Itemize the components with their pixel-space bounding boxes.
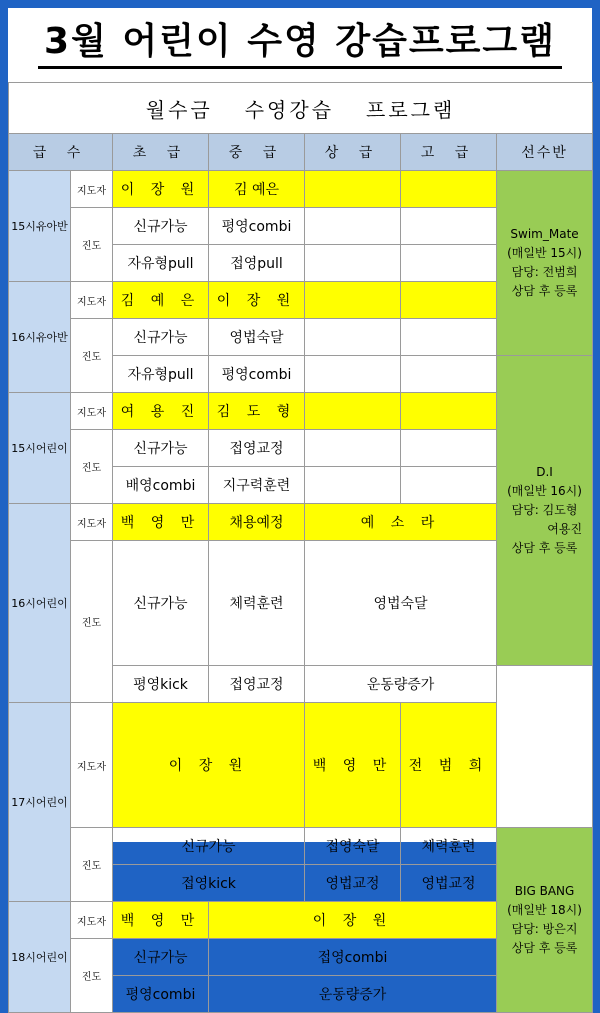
group-label: 16시어린이: [9, 504, 71, 703]
progress-cell: 운동량증가: [305, 666, 497, 703]
header-expert: 고 급: [401, 134, 497, 171]
progress-cell: 배영combi: [113, 467, 209, 504]
progress-label: 진도: [71, 541, 113, 703]
instructor-cell: 김 예은: [209, 171, 305, 208]
group-label: 18시어린이: [9, 902, 71, 1013]
progress-cell: [401, 467, 497, 504]
progress-cell: [401, 208, 497, 245]
progress-cell: [305, 245, 401, 282]
instructor-cell: 백 영 만: [305, 703, 401, 828]
instructor-label: 지도자: [71, 282, 113, 319]
progress-cell: 신규가능: [113, 208, 209, 245]
instructor-label: 지도자: [71, 393, 113, 430]
progress-cell: [401, 245, 497, 282]
instructor-cell: 여 용 진: [113, 393, 209, 430]
instructor-cell: 김 예 은: [113, 282, 209, 319]
progress-cell: 접영교정: [209, 666, 305, 703]
progress-cell: 신규가능: [113, 430, 209, 467]
progress-cell: 평영kick: [113, 666, 209, 703]
athlete-block: D.I (매일반 16시) 담당: 김도형 여용진 상담 후 등록: [497, 356, 593, 666]
header-grade: 급 수: [9, 134, 113, 171]
progress-cell: 신규가능: [113, 541, 209, 666]
progress-cell: 신규가능: [113, 939, 209, 976]
instructor-label: 지도자: [71, 703, 113, 828]
progress-cell: [401, 430, 497, 467]
instructor-cell: 김 도 형: [209, 393, 305, 430]
progress-cell: 접영숙달: [305, 828, 401, 865]
progress-label: 진도: [71, 828, 113, 902]
group-label: 16시유아반: [9, 282, 71, 393]
progress-cell: 지구력훈련: [209, 467, 305, 504]
progress-label: 진도: [71, 208, 113, 282]
instructor-cell: 백 영 만: [113, 902, 209, 939]
instructor-label: 지도자: [71, 504, 113, 541]
progress-cell: 체력훈련: [401, 828, 497, 865]
header-athlete: 선수반: [497, 134, 593, 171]
progress-cell: 자유형pull: [113, 245, 209, 282]
header-intermediate: 중 급: [209, 134, 305, 171]
group-label: 15시유아반: [9, 171, 71, 282]
instructor-cell: [305, 393, 401, 430]
group-label: 17시어린이: [9, 703, 71, 902]
instructor-cell: 이 장 원: [209, 902, 497, 939]
instructor-cell: 이 장 원: [113, 703, 305, 828]
progress-cell: [305, 356, 401, 393]
instructor-cell: [401, 393, 497, 430]
progress-cell: 접영pull: [209, 245, 305, 282]
progress-cell: 신규가능: [113, 319, 209, 356]
instructor-cell: 이 장 원: [113, 171, 209, 208]
progress-cell: [305, 430, 401, 467]
athlete-block: Swim_Mate (매일반 15시) 담당: 전범희 상담 후 등록: [497, 171, 593, 356]
group-label: 15시어린이: [9, 393, 71, 504]
progress-cell: 접영combi: [209, 939, 497, 976]
progress-cell: [401, 356, 497, 393]
progress-cell: [305, 208, 401, 245]
instructor-cell: [305, 282, 401, 319]
progress-label: 진도: [71, 319, 113, 393]
progress-cell: [305, 319, 401, 356]
progress-cell: 체력훈련: [209, 541, 305, 666]
instructor-cell: 전 범 희: [401, 703, 497, 828]
progress-cell: 영법교정: [401, 865, 497, 902]
progress-cell: 영법숙달: [305, 541, 497, 666]
instructor-cell: [305, 171, 401, 208]
instructor-cell: [401, 171, 497, 208]
schedule-table: [8, 82, 593, 1013]
progress-cell: [305, 467, 401, 504]
progress-label: 진도: [71, 430, 113, 504]
progress-cell: 신규가능: [113, 828, 305, 865]
progress-cell: 평영combi: [209, 208, 305, 245]
instructor-cell: [401, 282, 497, 319]
program-subtitle: 월수금 수영강습 프로그램: [9, 83, 593, 134]
progress-cell: 접영kick: [113, 865, 305, 902]
progress-cell: [401, 319, 497, 356]
progress-cell: 영법숙달: [209, 319, 305, 356]
progress-cell: 접영교정: [209, 430, 305, 467]
header-beginner: 초 급: [113, 134, 209, 171]
instructor-label: 지도자: [71, 902, 113, 939]
progress-cell: 영법교정: [305, 865, 401, 902]
progress-cell: 자유형pull: [113, 356, 209, 393]
progress-cell: 운동량증가: [209, 976, 497, 1013]
header-row: [9, 134, 593, 171]
header-advanced: 상 급: [305, 134, 401, 171]
instructor-cell: 이 장 원: [209, 282, 305, 319]
instructor-cell: 채용예정: [209, 504, 305, 541]
instructor-cell: 예 소 라: [305, 504, 497, 541]
progress-cell: 평영combi: [209, 356, 305, 393]
page-title: 3월 어린이 수영 강습프로그램: [8, 8, 592, 78]
athlete-block: BIG BANG (매일반 18시) 담당: 방은지 상담 후 등록: [497, 828, 593, 1013]
instructor-label: 지도자: [71, 171, 113, 208]
instructor-cell: 백 영 만: [113, 504, 209, 541]
progress-label: 진도: [71, 939, 113, 1013]
progress-cell: 평영combi: [113, 976, 209, 1013]
